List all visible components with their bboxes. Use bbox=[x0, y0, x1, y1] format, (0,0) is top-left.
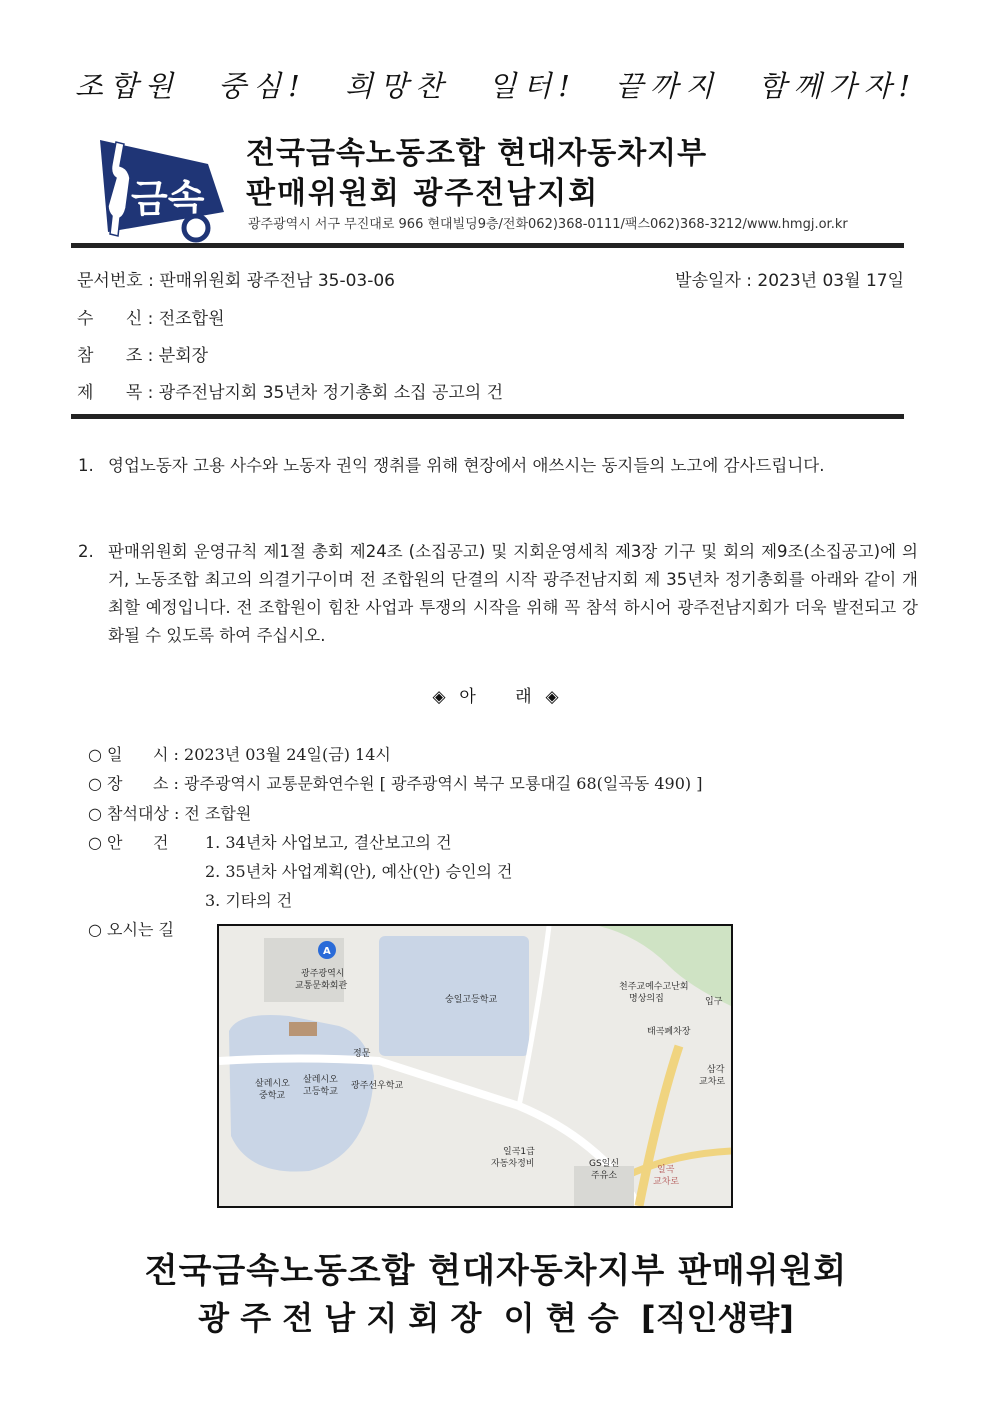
map-label-entrance: 입구 bbox=[705, 997, 723, 1007]
map-label-church-2: 명상의집 bbox=[629, 994, 664, 1004]
map-label-church-1: 천주교예수고난회 bbox=[619, 982, 689, 992]
header-divider bbox=[71, 243, 904, 248]
paragraph-2 bbox=[78, 538, 918, 650]
paragraph-1 bbox=[78, 452, 918, 480]
recipient: 수 신 : 전조합원 bbox=[77, 309, 225, 329]
paragraph-2-number: 2. bbox=[78, 542, 94, 561]
slogan: 조합원 중심! 희망찬 일터! 끝까지 함께가자! bbox=[74, 69, 918, 103]
map-label-target-2: 교통문화회관 bbox=[295, 981, 348, 991]
map-label-triangle-1: 삼각 bbox=[707, 1065, 725, 1075]
reference: 참 조 : 분회장 bbox=[77, 346, 209, 366]
map-label-ilgok-2: 교차로 bbox=[653, 1177, 680, 1187]
union-logo bbox=[86, 128, 224, 246]
map-label-gs-1: GS일신 bbox=[589, 1159, 620, 1169]
map-label-seonu: 광주선우학교 bbox=[351, 1081, 404, 1091]
org-name-line1: 전국금속노동조합 현대자동차지부 bbox=[246, 136, 708, 171]
org-name-line2: 판매위원회 광주전남지회 bbox=[246, 176, 600, 211]
map-marker-label: A bbox=[323, 946, 331, 957]
map-label-triangle-2: 교차로 bbox=[699, 1077, 726, 1087]
footer-org: 전국금속노동조합 현대자동차지부 판매위원회 bbox=[144, 1251, 848, 1291]
map-label-school: 숭일고등학교 bbox=[445, 995, 498, 1005]
map-label-salesian-high-1: 살레시오 bbox=[303, 1075, 338, 1085]
logo-text: 금속 bbox=[131, 177, 205, 221]
notice-attendees: ○ 참석대상 : 전 조합원 bbox=[88, 804, 252, 823]
paragraph-1-text: 영업노동자 고용 사수와 노동자 권익 쟁취를 위해 현장에서 애쓰시는 동지들의 노고에 감사드립니다. bbox=[108, 456, 825, 475]
notice-heading: ◈ 아 래 ◈ bbox=[432, 687, 560, 707]
notice-place: ○ 장 소 : 광주광역시 교통문화연수원 [ 광주광역시 북구 모룡대길 68(일곡동 490) ] bbox=[88, 774, 703, 793]
map-label-repair-1: 일곡1급 bbox=[503, 1147, 535, 1157]
notice-date: ○ 일 시 : 2023년 03월 24일(금) 14시 bbox=[88, 745, 391, 764]
map-label-ilgok-1: 일곡 bbox=[657, 1165, 675, 1175]
map-label-target-1: 광주광역시 bbox=[301, 969, 345, 979]
notice-agenda-label: ○ 안 건 bbox=[88, 833, 169, 852]
map-label-gs-2: 주유소 bbox=[591, 1171, 618, 1181]
map-label-salesian-mid-2: 중학교 bbox=[259, 1091, 286, 1101]
map-label-salesian-mid-1: 살레시오 bbox=[255, 1079, 290, 1089]
location-map[interactable] bbox=[217, 924, 733, 1208]
map-label-junkyard: 태곡폐차장 bbox=[647, 1027, 691, 1037]
org-address: 광주광역시 서구 무진대로 966 현대빌딩9층/전화062)368-0111/팩스062)368-3212/www.hmgj.or.kr bbox=[248, 217, 848, 232]
map-sports-field bbox=[289, 1022, 317, 1036]
doc-number: 문서번호 : 판매위원회 광주전남 35-03-06 bbox=[77, 271, 395, 291]
agenda-item-1: 1. 34년차 사업보고, 결산보고의 건 bbox=[205, 833, 452, 852]
meta-divider bbox=[71, 414, 904, 419]
notice-directions: ○ 오시는 길 bbox=[88, 920, 174, 939]
paragraph-2-text: 판매위원회 운영규칙 제1절 총회 제24조 (소집공고) 및 지회운영세칙 제3장 기구 및 회의 제9조(소집공고)에 의거, 노동조합 최고의 의결기구이며 전 조합원의 단결의 시작 광주전남지회 제 35년차 정기총회를 아래와 같이 개최할 예정입니다. 전 조합원이 힘찬 사업과 투쟁의 시작을 위해 꼭 참석 하시어 광주전남지회가 더욱 발전되고 강화될 수 있도록 하여 주십시오. bbox=[108, 542, 918, 645]
paragraph-1-number: 1. bbox=[78, 456, 94, 475]
map-label-repair-2: 자동차정비 bbox=[491, 1159, 535, 1169]
send-date: 발송일자 : 2023년 03월 17일 bbox=[675, 271, 904, 291]
footer-signature: 광 주 전 남 지 회 장 이 현 승 [직인생략] bbox=[198, 1299, 794, 1337]
map-label-salesian-high-2: 고등학교 bbox=[303, 1087, 338, 1097]
map-label-gate: 정문 bbox=[353, 1049, 371, 1059]
agenda-item-2: 2. 35년차 사업계획(안), 예산(안) 승인의 건 bbox=[205, 862, 513, 881]
subject: 제 목 : 광주전남지회 35년차 정기총회 소집 공고의 건 bbox=[77, 383, 504, 403]
agenda-item-3: 3. 기타의 건 bbox=[205, 891, 293, 910]
